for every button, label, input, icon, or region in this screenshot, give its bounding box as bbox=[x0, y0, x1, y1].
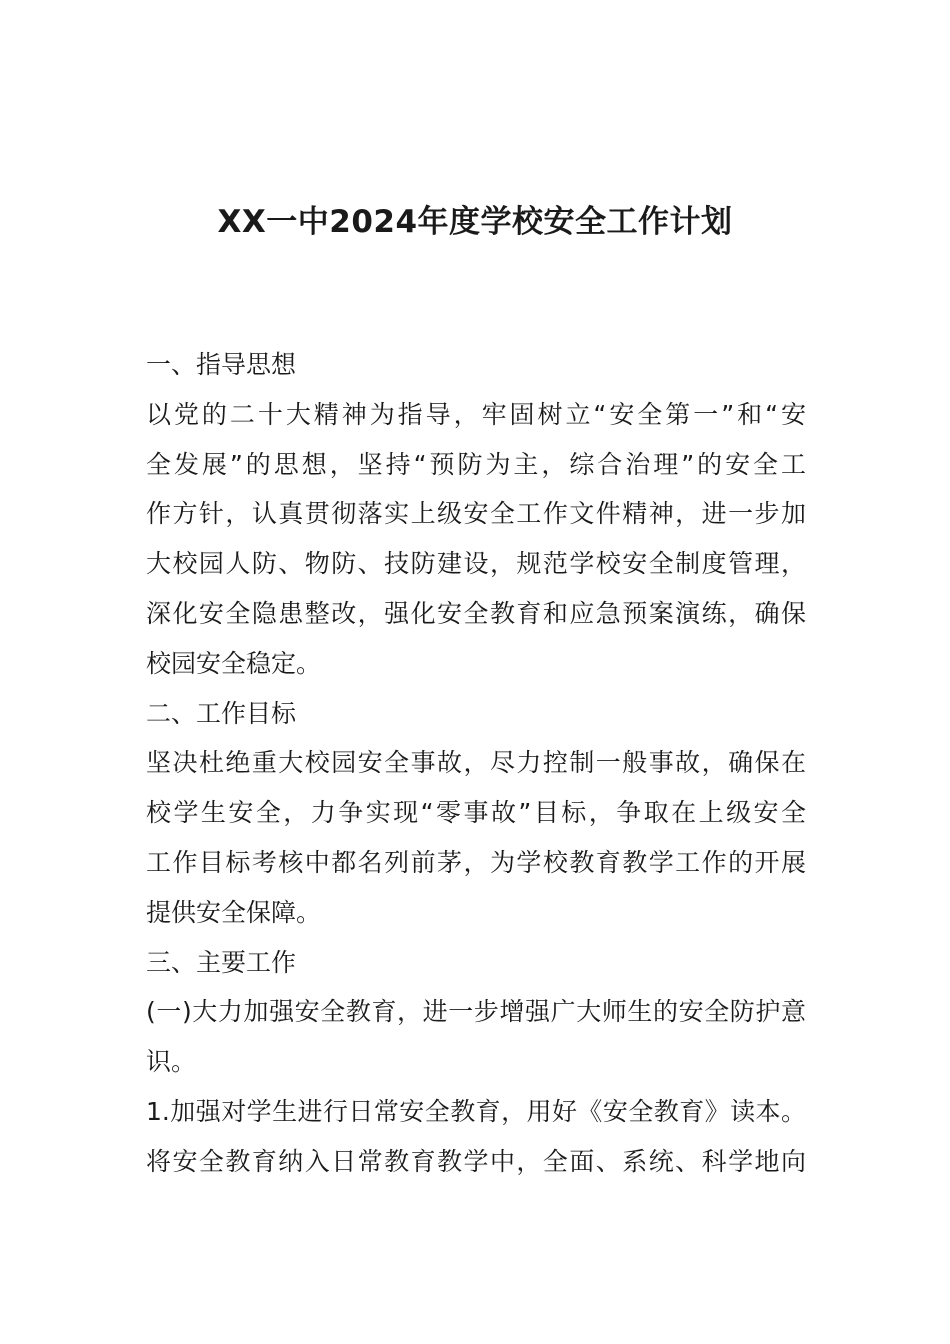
document-body bbox=[146, 340, 806, 1187]
body-line: 将安全教育纳入日常教育教学中，全面、系统、科学地向 bbox=[146, 1146, 806, 1176]
body-line: 提供安全保障。 bbox=[146, 897, 322, 927]
body-line: 大校园人防、物防、技防建设，规范学校安全制度管理， bbox=[146, 549, 806, 579]
document-title: XX一中2024年度学校安全工作计划 bbox=[217, 204, 733, 240]
body-line: 一、指导思想 bbox=[146, 350, 297, 379]
body-line: 深化安全隐患整改，强化安全教育和应急预案演练，确保 bbox=[146, 598, 806, 628]
body-line: 三、主要工作 bbox=[146, 947, 297, 977]
body-line: 二、工作目标 bbox=[146, 698, 297, 728]
body-line: 作方针，认真贯彻落实上级安全工作文件精神，进一步加 bbox=[146, 499, 806, 529]
body-line: 全发展”的思想，坚持“预防为主，综合治理”的安全工 bbox=[146, 449, 806, 479]
body-line: (一)大力加强安全教育，进一步增强广大师生的安全防护意 bbox=[146, 997, 806, 1027]
body-line: 以党的二十大精神为指导，牢固树立“安全第一”和“安 bbox=[146, 399, 806, 429]
body-line: 校学生安全，力争实现“零事故”目标，争取在上级安全 bbox=[146, 798, 806, 828]
body-line: 校园安全稳定。 bbox=[146, 648, 322, 678]
body-line: 识。 bbox=[146, 1047, 197, 1077]
body-line: 1.加强对学生进行日常安全教育，用好《安全教育》读本。 bbox=[146, 1096, 806, 1126]
body-line: 工作目标考核中都名列前茅，为学校教育教学工作的开展 bbox=[146, 847, 806, 877]
body-line: 坚决杜绝重大校园安全事故，尽力控制一般事故，确保在 bbox=[146, 748, 806, 778]
